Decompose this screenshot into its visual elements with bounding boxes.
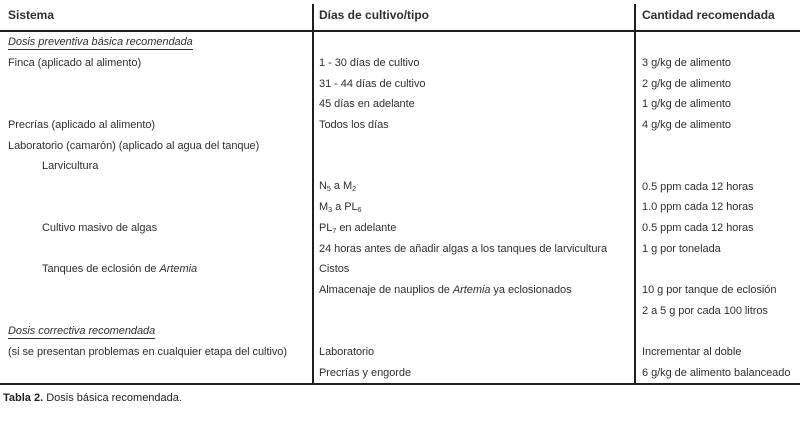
table-caption (3, 392, 182, 404)
cell-dias-tipo (314, 201, 636, 214)
header-sistema: Sistema (8, 8, 55, 22)
cell-text: 0.5 ppm cada 12 horas (642, 180, 754, 193)
cell-text: (si se presentan problemas en cualquier etapa del cultivo) (8, 345, 287, 358)
cell-text: Artemia (452, 284, 491, 296)
table-header-row (0, 0, 800, 30)
cell-cantidad (636, 243, 800, 255)
table-row (0, 342, 800, 363)
subscript-text: 3 (328, 205, 333, 214)
cell-sistema (0, 57, 314, 69)
table-row (0, 94, 800, 115)
cell-cantidad (636, 284, 800, 296)
cell-text: Cultivo masivo de algas (42, 222, 158, 235)
subscript-text: 5 (326, 185, 331, 194)
cell-text: en adelante (336, 221, 397, 234)
cell-text: Artemia (159, 263, 198, 276)
cell-dias-tipo (314, 263, 636, 275)
cell-text: 2 g/kg de alimento (642, 77, 731, 90)
cell-text: 31 - 44 días de cultivo (319, 77, 426, 90)
cell-sistema (0, 325, 314, 337)
cell-text: Finca (aplicado al alimento) (8, 56, 142, 69)
cell-sistema (0, 36, 314, 48)
subscript-text: 2 (352, 185, 357, 194)
cell-text: Laboratorio (camarón) (aplicado al agua del tanque) (8, 139, 260, 152)
cell-dias-tipo (314, 367, 636, 379)
table-row (0, 218, 800, 239)
cell-cantidad (636, 346, 800, 358)
header-cantidad-recomendada: Cantidad recomendada (642, 8, 775, 22)
cell-text: Precrías (aplicado al alimento) (8, 118, 156, 131)
subscript-text: 7 (332, 226, 337, 235)
cell-dias-tipo (314, 78, 636, 90)
cell-cantidad (636, 201, 800, 213)
caption-text: Dosis básica recomendada. (43, 392, 182, 404)
cell-cantidad (636, 78, 800, 90)
cell-dias-tipo (314, 119, 636, 131)
table-row (0, 115, 800, 136)
cell-dias-tipo (314, 57, 636, 69)
cell-text: a M (330, 180, 353, 193)
section-header-row (0, 32, 800, 53)
cell-cantidad (636, 222, 800, 234)
cell-dias-tipo (314, 98, 636, 110)
table-row (0, 53, 800, 74)
cell-dias-tipo (314, 284, 636, 296)
cell-text: 1 - 30 días de cultivo (319, 56, 420, 69)
bottom-rule (0, 383, 800, 385)
table-row (0, 156, 800, 177)
cell-text: 4 g/kg de alimento (642, 118, 731, 131)
cell-dias-tipo (314, 180, 636, 193)
table-row (0, 259, 800, 280)
table-row (0, 197, 800, 218)
cell-text: Tanques de eclosión de (42, 263, 160, 276)
cell-text: Laboratorio (319, 345, 375, 358)
cell-cantidad (636, 181, 800, 193)
cell-cantidad (636, 367, 800, 379)
cell-sistema (0, 119, 314, 131)
cell-dias-tipo (314, 243, 636, 255)
cell-text: Incrementar al doble (642, 345, 742, 358)
cell-text: Cistos (319, 263, 350, 276)
cell-sistema (0, 263, 314, 275)
cell-text: 10 g por tanque de eclosión (642, 284, 777, 296)
cell-text: ya eclosionados (490, 284, 572, 296)
cell-text: Precrías y engorde (319, 366, 412, 379)
cell-text: 1 g por tonelada (642, 242, 721, 255)
cell-text: M (319, 201, 329, 214)
cell-text: 0.5 ppm cada 12 horas (642, 222, 754, 235)
cell-sistema (0, 140, 314, 152)
cell-cantidad (636, 98, 800, 110)
cell-sistema (0, 222, 314, 234)
cell-text: Larvicultura (42, 160, 99, 173)
cell-text: Almacenaje de nauplios de (319, 284, 453, 296)
table-row (0, 135, 800, 156)
cell-dias-tipo (314, 222, 636, 235)
cell-text: a PL (332, 201, 358, 214)
table-row (0, 362, 800, 383)
column-divider-2 (634, 4, 636, 385)
cell-text: 1 g/kg de alimento (642, 98, 731, 111)
subscript-text: 6 (357, 205, 362, 214)
cell-cantidad (636, 119, 800, 131)
cell-sistema (0, 346, 314, 358)
cell-dias-tipo (314, 346, 636, 358)
table-row (0, 73, 800, 94)
cell-sistema (0, 160, 314, 172)
cell-text: 2 a 5 g por cada 100 litros (642, 304, 768, 317)
caption-label: Tabla 2. (3, 392, 44, 404)
table-row (0, 280, 800, 301)
section-header-row (0, 321, 800, 342)
cell-text: Dosis correctiva recomendada (8, 325, 156, 338)
table-body (0, 32, 800, 383)
cell-cantidad (636, 305, 800, 317)
cell-text: Todos los días (319, 118, 389, 131)
table-row (0, 238, 800, 259)
column-divider-1 (312, 4, 314, 385)
table-row (0, 300, 800, 321)
cell-text: Dosis preventiva básica recomendada (8, 36, 193, 49)
cell-text: 3 g/kg de alimento (642, 56, 731, 69)
cell-text: 24 horas antes de añadir algas a los tanques de larvicultura (319, 242, 608, 255)
table-row (0, 176, 800, 197)
cell-text: 6 g/kg de alimento balanceado (642, 366, 791, 379)
cell-cantidad (636, 57, 800, 69)
header-dias-de-cultivo-tipo: Días de cultivo/tipo (319, 8, 430, 22)
cell-text: N (319, 180, 327, 193)
cell-text: 1.0 ppm cada 12 horas (642, 201, 754, 214)
cell-text: PL (319, 221, 333, 234)
cell-text: 45 días en adelante (319, 98, 415, 111)
